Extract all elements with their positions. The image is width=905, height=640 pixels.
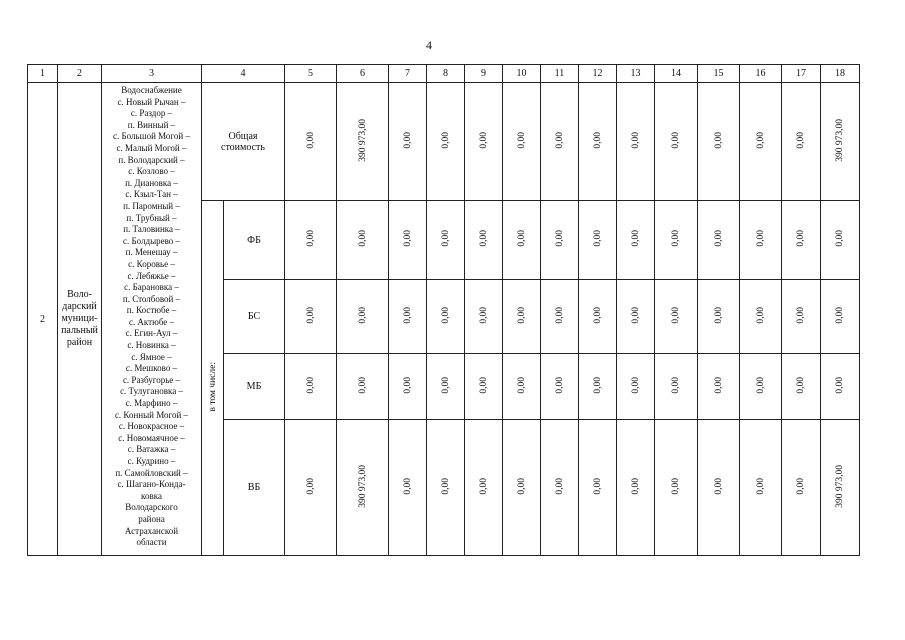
value-cell [821,354,860,420]
description-line: с. Егин-Аул – [125,328,178,339]
cell-value: 0,00 [305,230,316,247]
value-cell [285,280,337,354]
header-cell: 14 [655,65,698,83]
description-line: с. Лебяжье – [127,270,176,281]
description-line: с. Кзыл-Тан – [125,189,178,200]
cell-value: 0,00 [554,230,565,247]
cell-value: 0,00 [755,477,766,495]
cell-value: 0,00 [630,306,641,324]
cell-value: 0,00 [796,131,806,149]
header-cell: 7 [389,65,427,83]
description-line: с. Марфино – [125,398,178,409]
cell-value: 0,00 [440,376,451,394]
cell-value: 0,00 [713,376,724,394]
value-cell [465,83,503,201]
cell-value: 0,00 [402,131,413,149]
value-cell [782,280,821,354]
total-label-line: стоимость [221,141,265,153]
description-line: с. Козлово – [128,166,175,177]
value-cell [579,280,617,354]
value-cell [782,83,821,201]
description-line: п. Диановка – [125,177,178,188]
value-cell [617,83,655,201]
value-cell [698,354,740,420]
description-line: района [138,513,165,524]
cell-value: 0,00 [592,376,603,394]
district-line: дарский [62,301,97,312]
funding-source-label: ФБ [224,201,285,280]
description-line: п. Костюбе – [126,305,177,316]
value-cell [427,280,465,354]
cell-value: 0,00 [305,477,316,495]
header-cell: 15 [698,65,740,83]
cell-value: 0,00 [713,306,724,324]
cell-value: 390 973,00 [835,464,845,508]
description-line: п. Менешау – [125,247,178,258]
description-line: с. Раздор – [130,108,173,119]
header-cell: 10 [503,65,541,83]
cell-value: 0,00 [630,376,641,394]
value-cell [617,280,655,354]
value-cell [285,201,337,280]
description-line: с. Коровье – [128,258,175,269]
cell-value: 0,00 [592,306,603,324]
cell-value: 0,00 [516,376,527,394]
cell-value: 0,00 [402,376,413,394]
value-cell [541,83,579,201]
description-line: с. Новый Рычан – [117,96,186,107]
cell-value: 0,00 [554,306,565,324]
cell-value: 0,00 [592,230,603,247]
description-line: с. Тулугановка – [120,386,183,397]
header-cell: 16 [740,65,782,83]
value-cell [617,354,655,420]
cell-value: 0,00 [516,131,527,149]
cell-value: 0,00 [357,306,368,324]
header-cell: 3 [102,65,202,83]
header-cell: 1 [28,65,58,83]
value-cell [337,201,389,280]
value-cell [698,280,740,354]
value-cell [503,201,541,280]
value-cell [389,201,427,280]
value-cell [617,201,655,280]
cell-value: 0,00 [630,131,641,149]
header-cell: 17 [782,65,821,83]
cell-value: 0,00 [478,376,489,394]
description-line: с. Большой Могой – [113,131,190,142]
district-line: пальный [61,325,98,336]
description-line: с. Разбугорье – [122,374,181,385]
value-cell [337,354,389,420]
value-cell [698,83,740,201]
value-cell [427,201,465,280]
cell-value: 0,00 [755,131,766,149]
value-cell [740,201,782,280]
value-cell [285,354,337,420]
value-cell [389,280,427,354]
description-line: п. Винный – [127,119,176,130]
description-line: с. Новомаячное – [118,432,185,443]
cell-value: 0,00 [516,306,527,324]
value-cell [579,201,617,280]
value-cell [427,354,465,420]
cell-value: 0,00 [478,230,489,247]
cell-value: 0,00 [592,131,603,149]
cell-value: 0,00 [835,230,845,247]
cell-value: 0,00 [478,131,489,149]
description-line: п. Паромный – [123,200,180,211]
cell-value: 0,00 [440,131,451,149]
value-cell [740,420,782,556]
value-cell [740,83,782,201]
value-cell [655,420,698,556]
value-cell [337,83,389,201]
header-cell: 6 [337,65,389,83]
value-cell [465,420,503,556]
cell-value: 0,00 [713,477,724,495]
description-line: Володарского [125,502,178,513]
cell-value: 0,00 [402,306,413,324]
header-cell: 12 [579,65,617,83]
header-cell: 9 [465,65,503,83]
value-cell [740,280,782,354]
cell-value: 0,00 [671,376,681,394]
table-row [28,83,860,201]
value-cell [579,83,617,201]
description-line: области [136,537,167,548]
header-cell: 5 [285,65,337,83]
header-cell: 13 [617,65,655,83]
description-line: с. Ватажка – [127,444,176,455]
value-cell [698,201,740,280]
value-cell [465,354,503,420]
funding-source-label: ВБ [224,420,285,556]
district-line: Воло- [67,289,92,300]
cell-value: 0,00 [440,306,451,324]
value-cell [821,280,860,354]
description-line: с. Ямное – [131,351,172,362]
value-cell [427,420,465,556]
value-cell [782,420,821,556]
cell-value: 0,00 [796,306,806,324]
value-cell [541,420,579,556]
cell-value: 0,00 [440,477,451,495]
description-line: п. Столбовой – [122,293,181,304]
value-cell [337,420,389,556]
value-cell [503,280,541,354]
cell-value: 0,00 [516,477,527,495]
value-cell [503,83,541,201]
cell-value: 0,00 [402,477,413,495]
cell-value: 0,00 [796,376,806,394]
description-line: с. Кудрино – [127,456,176,466]
description-line: с. Новинка – [127,340,176,351]
district-name [58,83,102,556]
description-line: п. Таловинка – [123,224,180,235]
header-cell: 18 [821,65,860,83]
value-cell [541,201,579,280]
cell-value: 0,00 [440,230,451,247]
description-line: с. Болдырево – [122,235,181,246]
value-cell [782,201,821,280]
value-cell [655,354,698,420]
value-cell [617,420,655,556]
total-label-line: Общая [228,130,258,142]
description-line: Астраханской [124,525,179,536]
cell-value: 0,00 [592,477,603,495]
cell-value: 0,00 [630,477,641,495]
cell-value: 0,00 [713,230,724,247]
value-cell [821,420,860,556]
page-number: 4 [426,38,432,52]
table-body [28,65,860,556]
funding-table [27,64,860,556]
cell-value: 0,00 [478,306,489,324]
including-label: в том числе: [207,362,218,412]
cell-value: 0,00 [630,230,641,247]
cell-value: 0,00 [755,376,766,394]
header-cell: 4 [202,65,285,83]
cell-value: 0,00 [835,376,845,394]
description-line: ковка [141,490,162,501]
value-cell [503,420,541,556]
description-line: с. Барановка – [124,282,179,293]
including-label-cell [202,201,224,556]
cell-value: 0,00 [796,477,806,495]
cell-value: 0,00 [671,477,681,495]
cell-value: 0,00 [671,131,681,149]
cell-value: 0,00 [671,230,681,247]
description-line: п. Володарский – [118,154,185,165]
cell-value: 390 973,00 [357,118,368,162]
row-number: 2 [28,83,58,556]
description-line: с. Мешково – [125,363,178,374]
value-cell [285,83,337,201]
value-cell [655,201,698,280]
value-cell [503,354,541,420]
value-cell [465,280,503,354]
cell-value: 0,00 [402,230,413,247]
value-cell [655,83,698,201]
value-cell [579,354,617,420]
cell-value: 0,00 [554,131,565,149]
value-cell [337,280,389,354]
cell-value: 0,00 [305,131,316,149]
header-row [28,65,860,83]
description-line: с. Конный Могой – [114,409,189,420]
value-cell [579,420,617,556]
cell-value: 0,00 [357,376,368,394]
description-line: с. Актюбе – [128,316,175,327]
value-cell [782,354,821,420]
funding-source-label: МБ [224,354,285,420]
value-cell [427,83,465,201]
value-cell [740,354,782,420]
cell-value: 0,00 [755,230,766,247]
cell-value: 0,00 [478,477,489,495]
description-line: п. Трубный – [126,212,177,223]
total-cost-label [202,83,285,201]
value-cell [541,354,579,420]
cell-value: 0,00 [305,376,316,394]
value-cell [389,83,427,201]
cell-value: 0,00 [755,306,766,324]
description-line: с. Шагано-Конда- [117,479,186,490]
value-cell [389,420,427,556]
value-cell [655,280,698,354]
description-line: с. Малый Могой – [116,142,187,153]
funding-source-label: БС [224,280,285,354]
header-cell: 11 [541,65,579,83]
district-line: район [66,337,93,348]
cell-value: 0,00 [796,230,806,247]
description-line: Водоснабжение [121,85,182,95]
cell-value: 0,00 [554,376,565,394]
object-description [102,83,202,556]
header-cell: 2 [58,65,102,83]
cell-value: 0,00 [713,131,724,149]
description-line: п. Самойловский – [115,467,188,478]
value-cell [465,201,503,280]
cell-value: 0,00 [516,230,527,247]
cell-value: 0,00 [554,477,565,495]
header-cell: 8 [427,65,465,83]
description-line: с. Новокрасное – [118,421,185,432]
value-cell [285,420,337,556]
cell-value: 390 973,00 [835,118,845,162]
cell-value: 0,00 [671,306,681,324]
value-cell [821,83,860,201]
cell-value: 0,00 [357,230,368,247]
cell-value: 390 973,00 [357,464,368,508]
cell-value: 0,00 [835,306,845,324]
value-cell [821,201,860,280]
value-cell [541,280,579,354]
cell-value: 0,00 [305,306,316,324]
value-cell [698,420,740,556]
district-line: муници- [61,313,98,324]
value-cell [389,354,427,420]
